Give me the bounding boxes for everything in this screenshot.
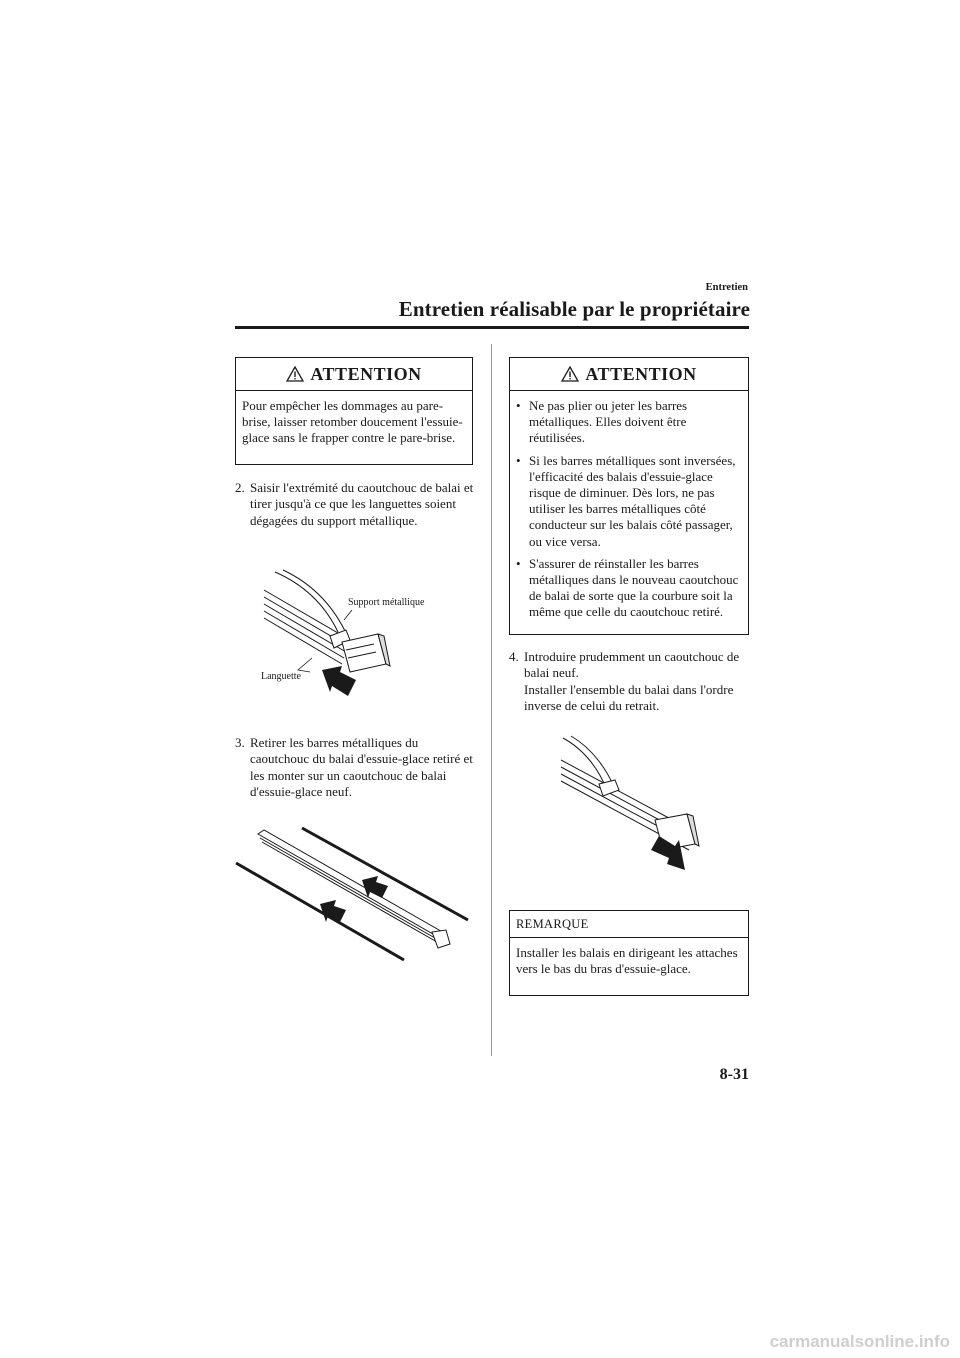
note-text: Installer les balais en dirigeant les attaches vers le bas du bras d'essuie-glace. <box>516 945 738 977</box>
warning-icon <box>286 366 304 382</box>
note-box <box>509 910 749 996</box>
attention-header <box>510 358 748 391</box>
bullet-item: • Ne pas plier ou jeter les barres métalliques. Elles doivent être réutilisées. <box>516 398 688 446</box>
step-text: Retirer les barres métalliques du caoutchouc du balai d'essuie-glace retiré et les monter sur un caoutchouc de balai d'essuie-glace neuf. <box>250 735 473 799</box>
section-label: Entretien <box>705 282 748 293</box>
attention-title: ATTENTION <box>585 363 697 384</box>
step-text: Saisir l'extrémité du caoutchouc de balai et tirer jusqu'à ce que les languettes soient dégagées du support métallique. <box>250 480 474 528</box>
label-languette: Languette <box>261 671 301 682</box>
attention-title: ATTENTION <box>310 363 422 384</box>
page-title: Entretien réalisable par le propriétaire <box>398 297 750 321</box>
attention-bullets <box>510 391 748 629</box>
wiper-install-figure <box>555 730 715 880</box>
header-rule <box>235 326 749 329</box>
step-4 <box>509 649 749 714</box>
attention-box-right <box>509 357 749 635</box>
attention-text: Pour empêcher les dommages au pare-brise, laisser retomber doucement l'essuie-glace sans le frapper contre le pare-brise. <box>242 398 463 446</box>
page-number: 8-31 <box>719 1066 749 1083</box>
attention-header <box>236 358 472 391</box>
step-text-line2: Installer l'ensemble du balai dans l'ordre inverse de celui du retrait. <box>524 681 734 713</box>
step-text-line1: Introduire prudemment un caoutchouc de balai neuf. <box>524 649 740 681</box>
bullet-item: • S'assurer de réinstaller les barres métalliques dans le nouveau caoutchouc de balai de sorte que la courbure soit la même que celle du caoutchouc retiré. <box>516 555 739 620</box>
step-number: 4. <box>509 649 519 664</box>
warning-icon <box>561 366 579 382</box>
bullet-item: • Si les barres métalliques sont inversées, l'efficacité des balais d'essuie-glace risque de diminuer. Dès lors, ne pas utiliser les barres métalliques côté conducteur sur les balais côté passager, ou vice versa. <box>516 452 736 549</box>
step-number: 2. <box>235 480 245 495</box>
note-title: REMARQUE <box>510 911 748 938</box>
step-2 <box>235 480 475 529</box>
step-3 <box>235 735 475 800</box>
label-support-metallique: Support métallique <box>348 597 425 608</box>
watermark-footer: carmanualsonline.info <box>769 1332 950 1351</box>
step-number: 3. <box>235 735 245 750</box>
metal-bars-figure <box>232 820 472 965</box>
attention-box-left <box>235 357 473 465</box>
wiper-tab-figure <box>250 560 460 710</box>
column-divider <box>491 344 492 1056</box>
